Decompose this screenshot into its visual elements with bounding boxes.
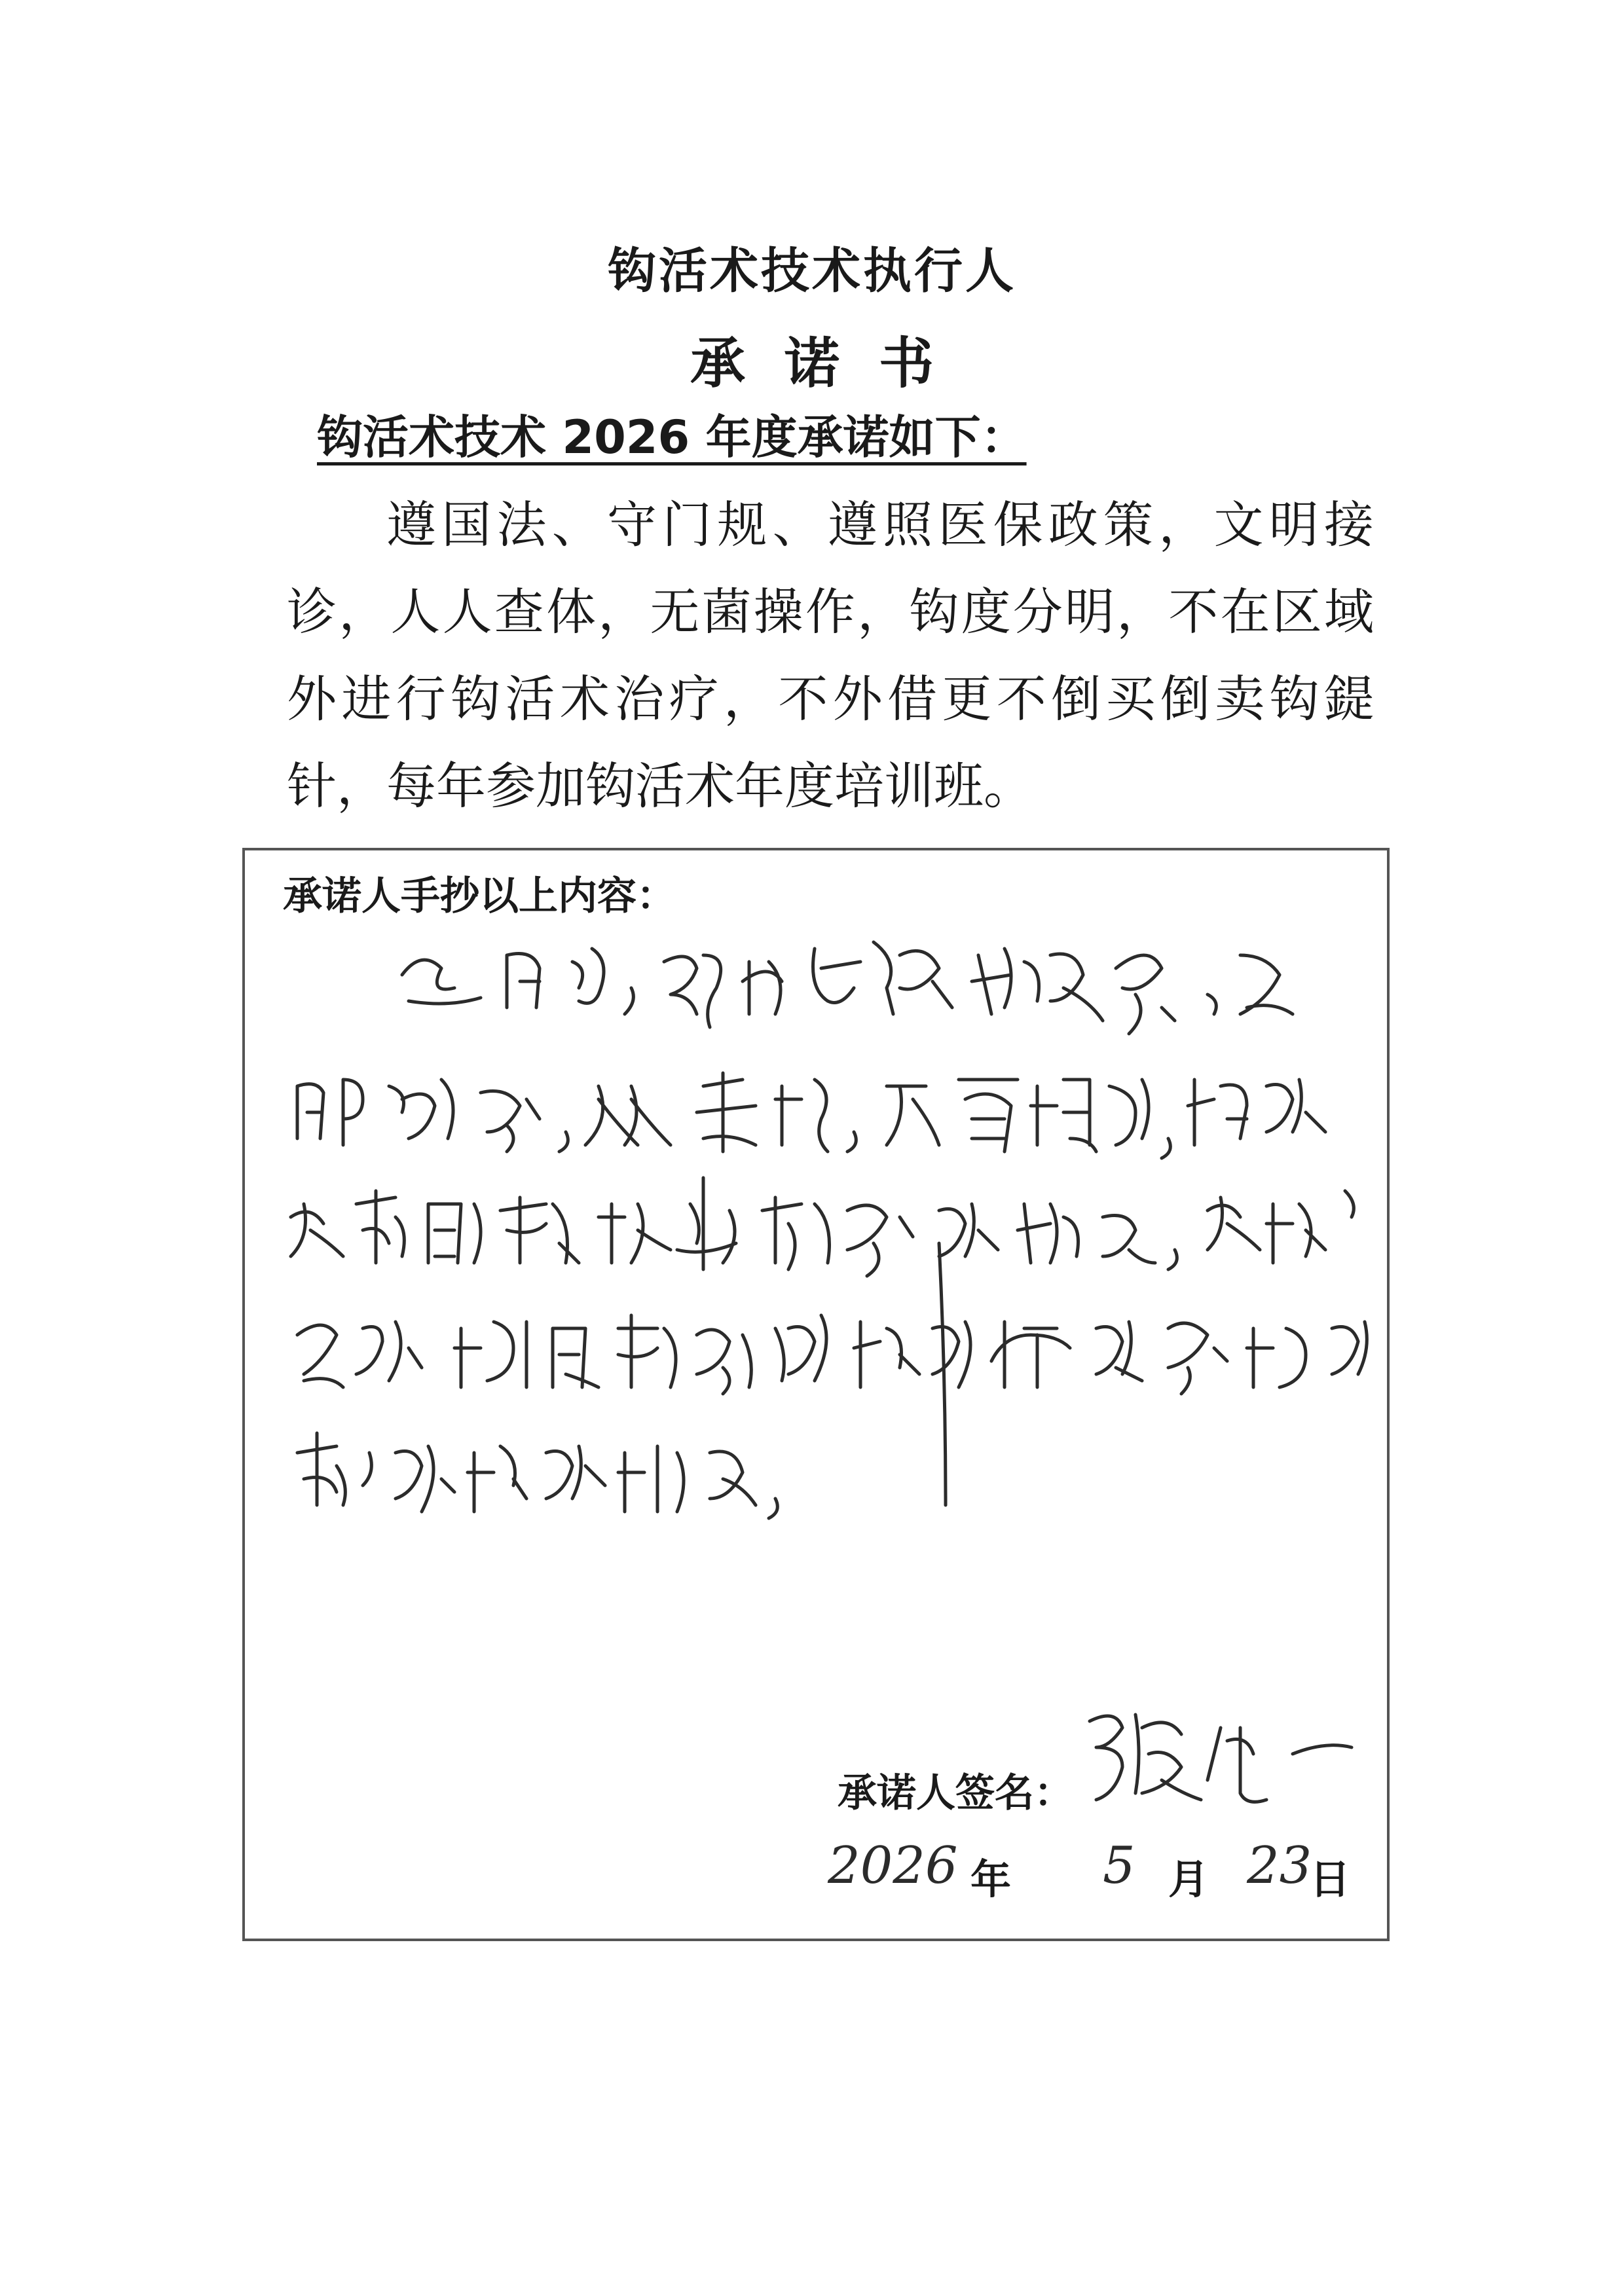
date-month-value: 5 [1103, 1836, 1135, 1895]
date-month-label: 月 [1168, 1855, 1209, 1903]
handwritten-signature [1083, 1702, 1358, 1813]
date-row [828, 1836, 1365, 1908]
date-year-label: 年 [970, 1855, 1012, 1903]
commitment-heading: 钩活术技术 2026 年度承诺如下： [317, 410, 1027, 464]
document-subtitle: 承诺书 [690, 331, 973, 395]
handwriting-box-label: 承诺人手抄以上内容： [283, 873, 676, 919]
date-day-label: 日 [1310, 1855, 1351, 1903]
commitment-body: 遵国法、守门规、遵照医保政策，文明接诊，人人查体，无菌操作，钩度分明，不在区域外进行钩活术治疗，不外借更不倒买倒卖钩鍉针，每年参加钩活术年度培训班。 [287, 496, 1374, 815]
handwriting-box [242, 848, 1390, 1941]
document-title: 钩活术技术执行人 [608, 243, 1016, 299]
date-day-value: 23 [1247, 1836, 1312, 1895]
signature-label: 承诺人签名： [838, 1770, 1073, 1816]
date-year-value: 2026 [828, 1836, 958, 1895]
